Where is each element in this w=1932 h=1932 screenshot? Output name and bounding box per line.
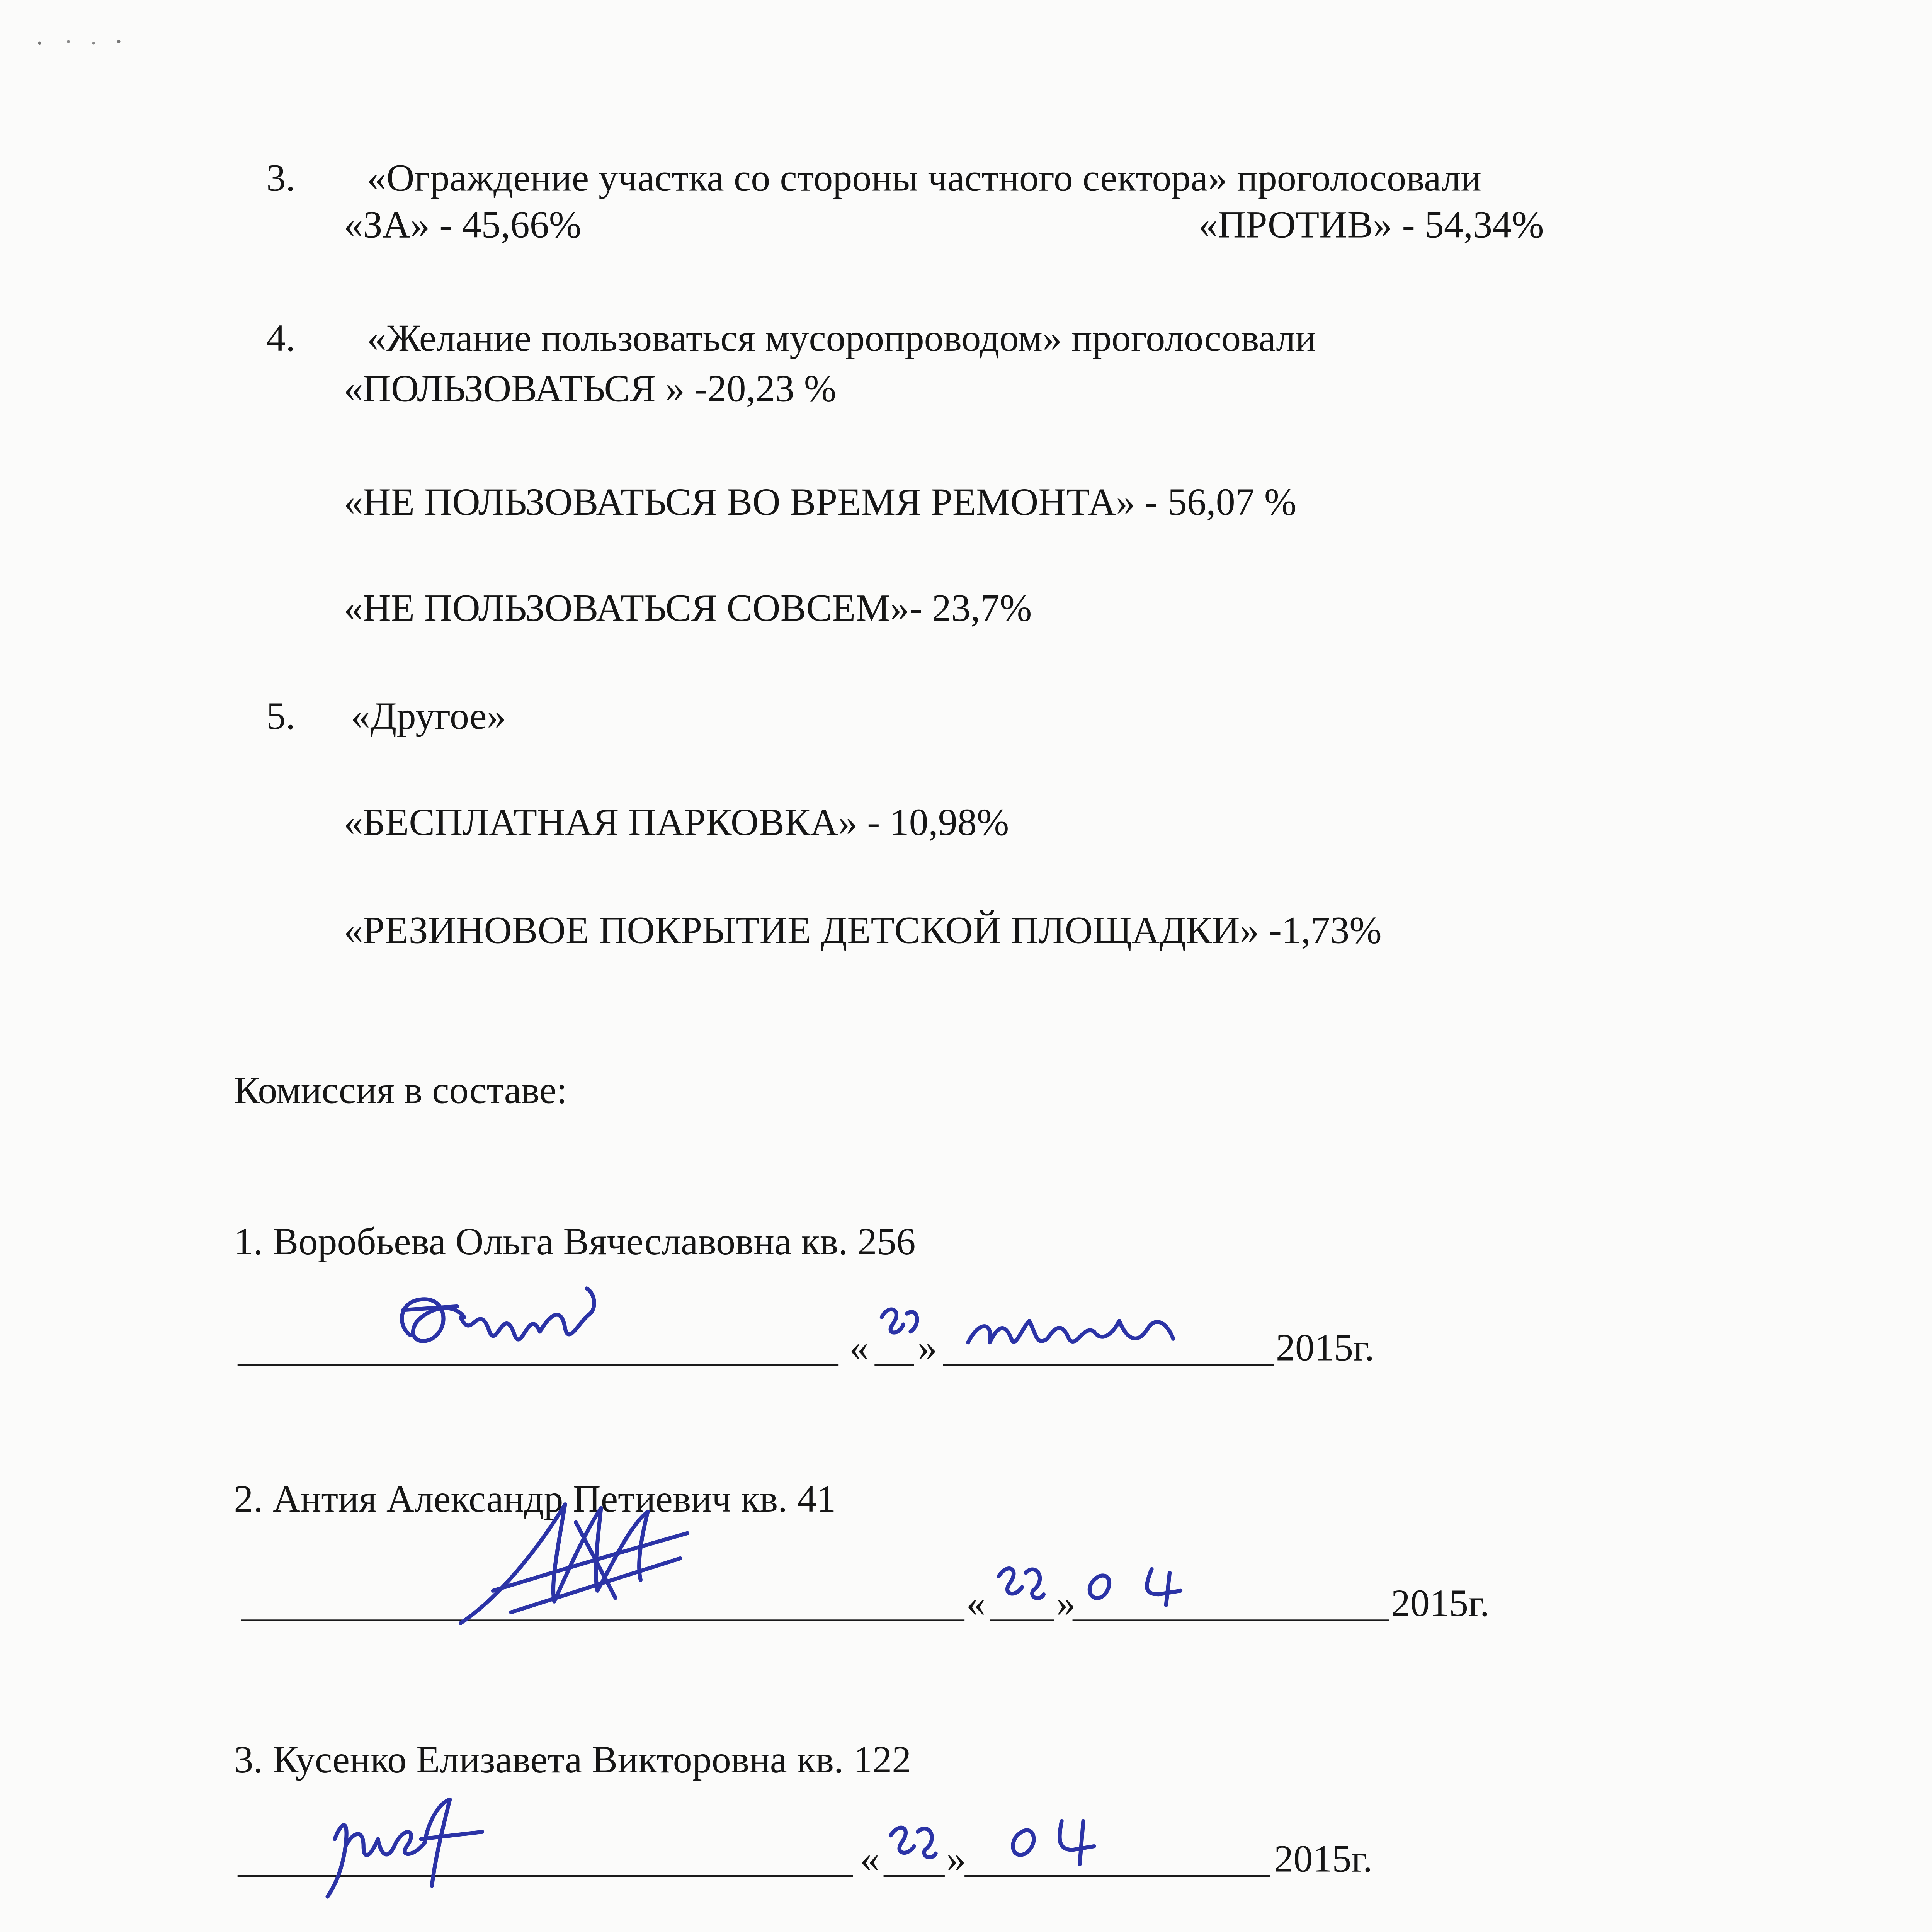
vote-option: «БЕСПЛАТНАЯ ПАРКОВКА» - 10,98% <box>344 801 1009 844</box>
date-month-line <box>943 1364 1274 1366</box>
date-year: 2015г. <box>1274 1837 1373 1881</box>
item-title: «Ограждение участка со стороны частного сектора» проголосовали <box>367 156 1482 200</box>
date-quote-open: « <box>860 1837 880 1881</box>
commission-heading: Комиссия в составе: <box>234 1069 567 1112</box>
date-quote-close: » <box>1056 1582 1076 1625</box>
date-year: 2015г. <box>1276 1326 1374 1369</box>
vote-option: «НЕ ПОЛЬЗОВАТЬСЯ СОВСЕМ»- 23,7% <box>344 587 1032 630</box>
date-month-line <box>1073 1619 1389 1621</box>
date-day-handwriting-icon <box>874 1299 929 1357</box>
item-number: 5. <box>266 694 296 738</box>
date-day-line <box>874 1364 914 1366</box>
item-number: 3. <box>266 156 296 200</box>
vote-option: «ЗА» - 45,66% <box>344 203 582 247</box>
date-day-handwriting-icon <box>993 1558 1051 1612</box>
date-year: 2015г. <box>1391 1582 1490 1625</box>
signature-icon <box>450 1486 702 1638</box>
date-month-line <box>964 1875 1270 1877</box>
date-month-handwriting-icon <box>1080 1558 1224 1612</box>
date-quote-open: « <box>849 1326 869 1369</box>
vote-option: «ПРОТИВ» - 54,34% <box>1198 203 1544 247</box>
vote-option: «НЕ ПОЛЬЗОВАТЬСЯ ВО ВРЕМЯ РЕМОНТА» - 56,07 % <box>344 480 1297 524</box>
date-month-handwriting-icon <box>1000 1810 1126 1871</box>
member-name: 2. Антия Александр Петиевич кв. 41 <box>234 1477 836 1521</box>
member-name: 1. Воробьева Ольга Вячеславовна кв. 256 <box>234 1220 916 1264</box>
signature-icon <box>385 1281 619 1368</box>
date-quote-close: » <box>946 1837 966 1881</box>
vote-option: «РЕЗИНОВОЕ ПОКРЫТИЕ ДЕТСКОЙ ПЛОЩАДКИ» -1,73% <box>344 908 1382 952</box>
date-day-handwriting-icon <box>885 1818 946 1872</box>
item-title: «Другое» <box>351 694 506 738</box>
item-number: 4. <box>266 316 296 360</box>
date-day-line <box>884 1875 945 1877</box>
member-name: 3. Кусенко Елизавета Викторовна кв. 122 <box>234 1738 912 1782</box>
scan-artifact-icon <box>32 32 140 51</box>
vote-option: «ПОЛЬЗОВАТЬСЯ » -20,23 % <box>344 367 837 410</box>
item-title: «Желание пользоваться мусоропроводом» проголосовали <box>367 316 1316 360</box>
date-month-handwriting-icon <box>957 1296 1191 1361</box>
date-quote-close: » <box>918 1326 937 1369</box>
signature-icon <box>317 1785 497 1904</box>
date-day-line <box>990 1619 1054 1621</box>
date-quote-open: « <box>966 1582 986 1625</box>
